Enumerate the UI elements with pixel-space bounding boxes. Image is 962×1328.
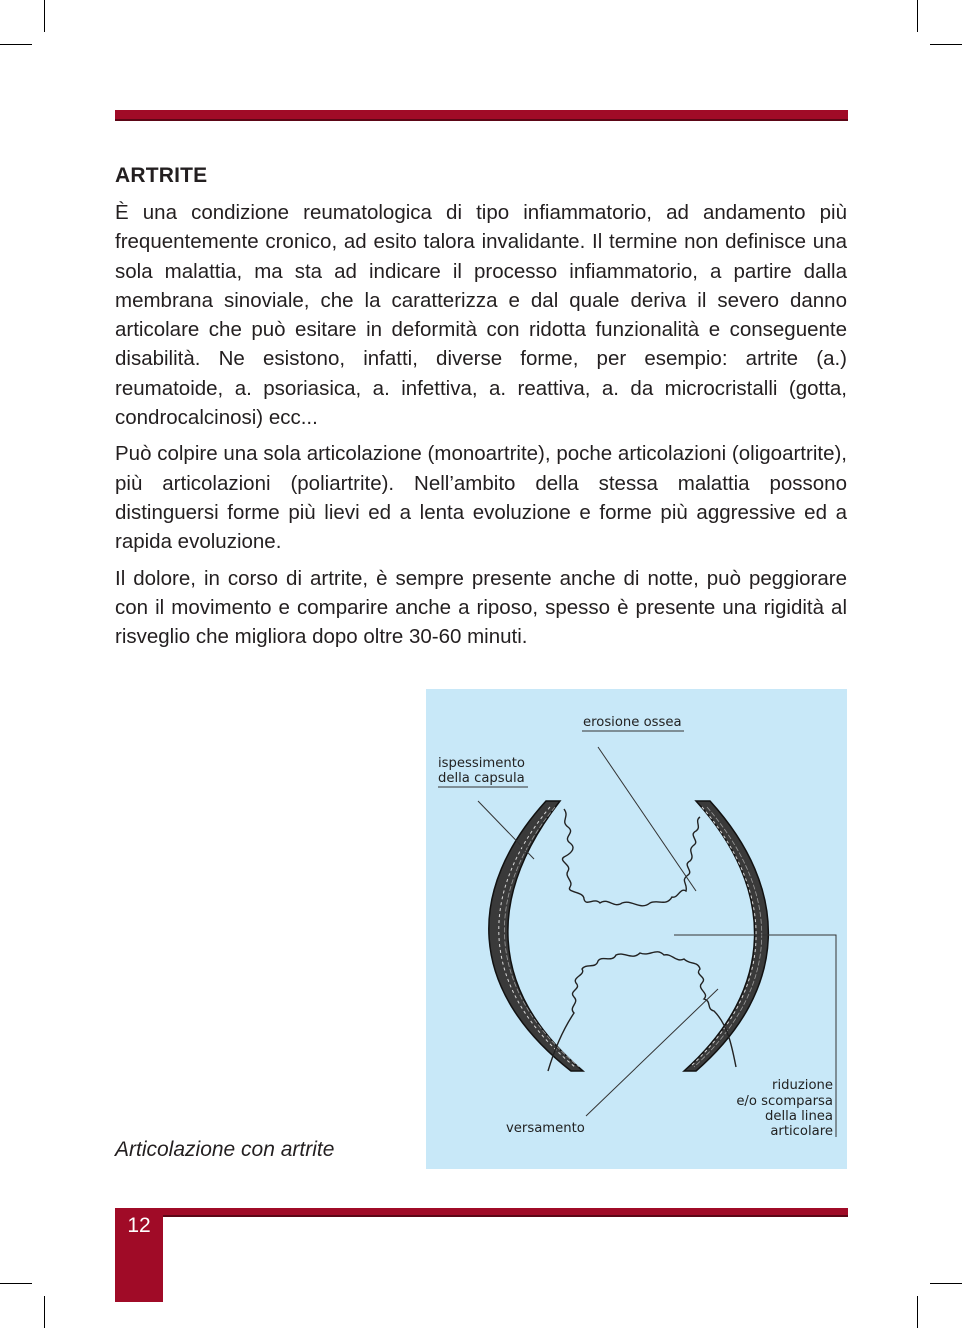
joint-illustration bbox=[426, 689, 847, 1169]
crop-mark bbox=[44, 0, 45, 32]
paragraph: Può colpire una sola articolazione (monoartrite), poche articolazioni (oligoartrite), più articolazioni (poliartrite). Nell’ambito della stessa malattia possono distinguersi forme più lievi ed a lenta evoluzione e forme più aggressive ed a rapida evoluzione. bbox=[115, 442, 847, 554]
page-number: 12 bbox=[127, 1214, 151, 1237]
label-erosion: erosione ossea bbox=[583, 715, 682, 730]
upper-bone-surface bbox=[562, 809, 700, 906]
label-capsule-line1: ispessimento bbox=[438, 756, 525, 771]
footer-rule bbox=[115, 1208, 848, 1217]
page-number-tab bbox=[115, 1208, 163, 1302]
section-title: ARTRITE bbox=[115, 164, 208, 187]
label-reduction-line2: e/o scomparsa bbox=[736, 1094, 833, 1109]
figure-caption: Articolazione con artrite bbox=[115, 1138, 335, 1161]
paragraph: Il dolore, in corso di artrite, è sempre presente anche di notte, può peggiorare con il movimento e comparire anche a riposo, spesso è presente una rigidità al risveglio che migliora dopo oltre 30-60 minuti. bbox=[115, 566, 847, 649]
crop-mark bbox=[930, 1283, 962, 1284]
crop-mark bbox=[917, 0, 918, 32]
header-rule bbox=[115, 110, 848, 121]
label-reduction-line3: della linea bbox=[765, 1109, 833, 1124]
crop-mark bbox=[930, 44, 962, 45]
label-capsule-line2: della capsula bbox=[438, 771, 525, 786]
crop-mark bbox=[44, 1296, 45, 1328]
paragraph: È una condizione reumatologica di tipo infiammatorio, ad andamento più frequentemente cronico, ad esito talora invalidante. Il termine non definisce una sola malattia, ma sta ad indicare il processo infiammatorio, a partire dalla membrana sinoviale, che la caratterizza e dal quale deriva il severo danno articolare che può esitare in deformità con ridotta funzionalità e conseguente disabilità. Ne esistono, infatti, diverse forme, per esempio: artrite (a.) reumatoide, a. psoriasica, a. infettiva, a. reattiva, a. da microcristalli (gotta, condrocalcinosi) ecc... bbox=[115, 201, 847, 430]
label-reduction-line4: articolare bbox=[770, 1124, 833, 1139]
crop-mark bbox=[0, 44, 32, 45]
label-reduction-line1: riduzione bbox=[772, 1078, 833, 1093]
crop-mark bbox=[0, 1283, 32, 1284]
crop-mark bbox=[917, 1296, 918, 1328]
label-effusion: versamento bbox=[506, 1121, 585, 1136]
body-text bbox=[115, 198, 847, 658]
